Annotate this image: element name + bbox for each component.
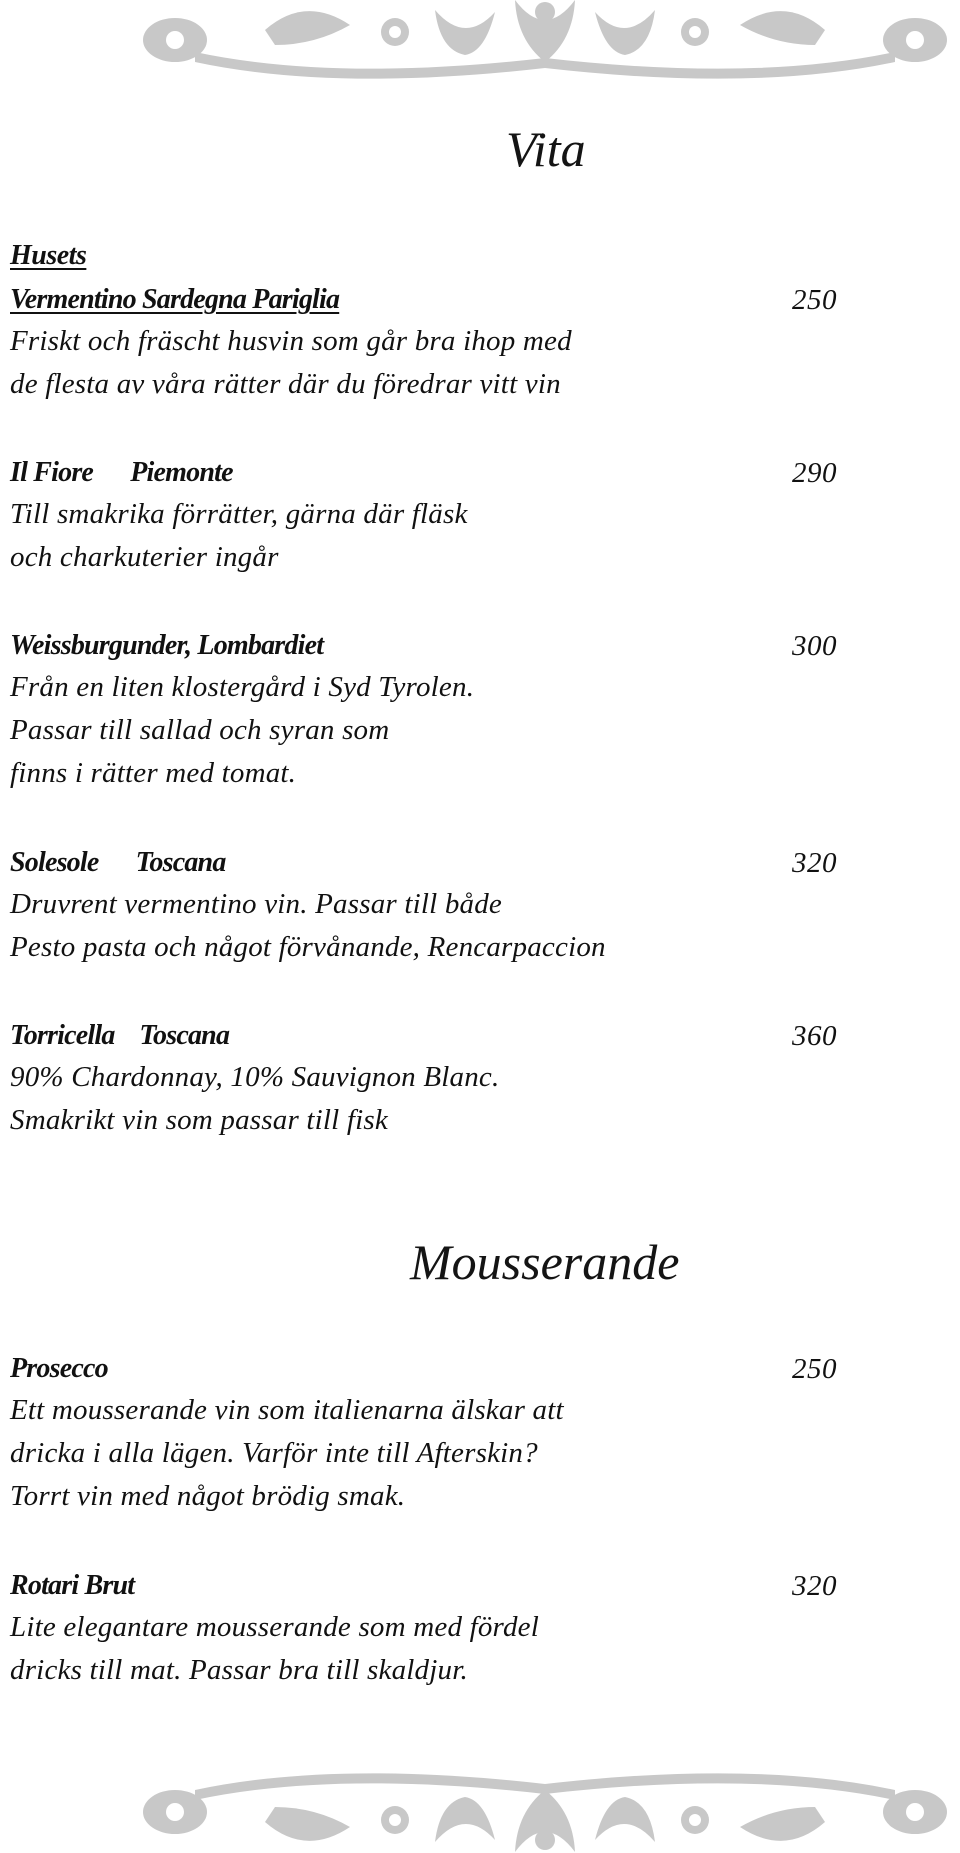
wine-name: Il Fiore Piemonte xyxy=(10,457,233,488)
wine-entry xyxy=(10,1016,850,1142)
section-title-white-wines: Vita xyxy=(506,121,586,177)
wine-description-line: Ett mousserande vin som italienarna älskar att xyxy=(10,1394,564,1426)
wine-description-line: Smakrikt vin som passar till fisk xyxy=(10,1104,388,1136)
section-title-sparkling-wines: Mousserande xyxy=(410,1234,680,1290)
wine-name: Weissburgunder, Lombardiet xyxy=(10,630,324,661)
wine-description-line: Till smakrika förrätter, gärna där fläsk xyxy=(10,498,468,530)
wine-description-line: Torrt vin med något brödig smak. xyxy=(10,1480,406,1512)
wine-entry xyxy=(10,280,850,406)
top-ornament-flourish-icon xyxy=(135,0,955,90)
wine-description-line: Från en liten klostergård i Syd Tyrolen. xyxy=(10,671,475,703)
wine-name: Rotari Brut xyxy=(10,1570,135,1601)
wine-description-line: finns i rätter med tomat. xyxy=(10,757,297,789)
wine-entry xyxy=(10,1566,850,1692)
wine-price: 250 xyxy=(792,1353,837,1385)
wine-name: Prosecco xyxy=(10,1353,108,1384)
wine-description-line: och charkuterier ingår xyxy=(10,541,279,573)
wine-description-line: Pesto pasta och något förvånande, Rencarpaccion xyxy=(10,931,606,963)
wine-price: 320 xyxy=(792,847,837,879)
wine-price: 320 xyxy=(792,1570,837,1602)
wine-price: 360 xyxy=(792,1020,837,1052)
wine-name: Solesole Toscana xyxy=(10,847,226,878)
wine-description-line: dricks till mat. Passar bra till skaldjur. xyxy=(10,1654,468,1686)
wine-description-line: dricka i alla lägen. Varför inte till Afterskin? xyxy=(10,1437,538,1469)
wine-name: Torricella Toscana xyxy=(10,1020,230,1051)
wine-entry xyxy=(10,843,850,969)
wine-price: 300 xyxy=(792,630,837,662)
wine-description-line: 90% Chardonnay, 10% Sauvignon Blanc. xyxy=(10,1061,500,1093)
wine-price: 250 xyxy=(792,284,837,316)
wine-name: Vermentino Sardegna Pariglia xyxy=(10,284,340,315)
wine-description-line: Lite elegantare mousserande som med fördel xyxy=(10,1611,539,1643)
wine-description-line: de flesta av våra rätter där du föredrar vitt vin xyxy=(10,368,561,400)
bottom-ornament-flourish-icon xyxy=(135,1762,955,1852)
wine-entry xyxy=(10,626,850,795)
house-wine-label: Husets xyxy=(10,240,87,271)
wine-price: 290 xyxy=(792,457,837,489)
wine-description-line: Druvrent vermentino vin. Passar till både xyxy=(10,888,502,920)
wine-entry xyxy=(10,453,850,579)
wine-entry xyxy=(10,1349,850,1518)
wine-description-line: Passar till sallad och syran som xyxy=(10,714,390,746)
wine-description-line: Friskt och fräscht husvin som går bra ihop med xyxy=(10,325,572,357)
